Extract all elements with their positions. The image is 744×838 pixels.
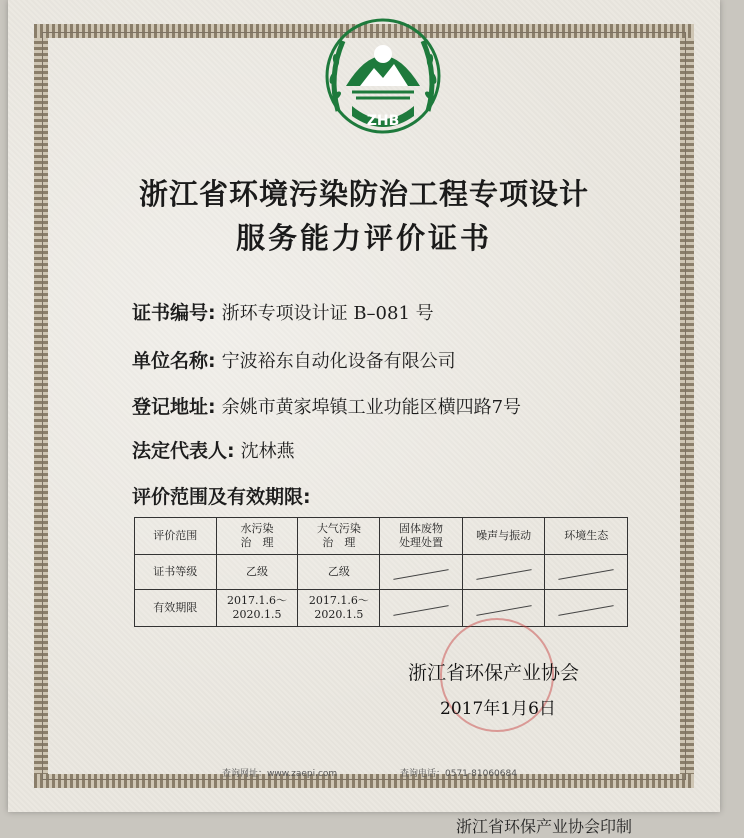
- zhb-emblem-icon: [308, 16, 458, 136]
- field-label: 单位名称:: [132, 350, 216, 372]
- field-value: 浙环专项设计证 B–081 号: [221, 303, 434, 324]
- scope-table: [134, 517, 628, 627]
- strike-line: [476, 569, 531, 580]
- strike-line: [559, 569, 614, 580]
- field-value: 沈林燕: [240, 441, 295, 462]
- field-legal-rep: [132, 436, 295, 463]
- table-row: [135, 518, 628, 555]
- field-value: 余姚市黄家埠镇工业功能区横四路7号: [221, 397, 522, 418]
- field-cert-number: [132, 298, 434, 325]
- empty-cell: [380, 590, 463, 627]
- field-company: [132, 346, 456, 373]
- table-cell: 乙级: [298, 555, 380, 590]
- table-cell: 有效期限: [135, 590, 217, 627]
- certificate-paper: [8, 0, 720, 812]
- field-label: 登记地址:: [132, 396, 216, 418]
- table-cell: 证书等级: [135, 555, 217, 590]
- issuer-name: 浙江省环保产业协会: [408, 662, 580, 684]
- logo-text: ZHB: [366, 113, 400, 129]
- table-cell: 乙级: [216, 555, 298, 590]
- strike-line: [559, 605, 614, 616]
- footer-phone: 查询电话：0571-81060684: [400, 769, 517, 779]
- table-row: [135, 555, 628, 590]
- table-cell: 大气污染 治 理: [298, 518, 380, 555]
- table-cell: 噪声与振动: [462, 518, 545, 555]
- strike-line: [393, 569, 448, 580]
- field-label: 法定代表人:: [132, 440, 235, 462]
- table-cell: 2017.1.6～ 2020.1.5: [298, 590, 380, 627]
- table-cell: 固体废物 处理处置: [380, 518, 463, 555]
- empty-cell: [380, 555, 463, 590]
- empty-cell: [545, 590, 628, 627]
- field-label: 证书编号:: [132, 302, 216, 324]
- scope-heading-label: 评价范围及有效期限:: [132, 486, 311, 508]
- empty-cell: [545, 555, 628, 590]
- scope-heading: [132, 482, 311, 509]
- footer-website: 查询网址：www.zaepi.com: [222, 769, 338, 779]
- table-cell: 水污染 治 理: [216, 518, 298, 555]
- table-cell: 环境生态: [545, 518, 628, 555]
- table-cell: 2017.1.6～ 2020.1.5: [216, 590, 298, 627]
- strike-line: [393, 605, 448, 616]
- table-cell: 评价范围: [135, 518, 217, 555]
- title-line-2: 服务能力评价证书: [235, 221, 492, 255]
- printer-note: 浙江省环保产业协会印制: [456, 817, 633, 836]
- strike-line: [476, 605, 531, 616]
- field-value: 宁波裕东自动化设备有限公司: [221, 351, 456, 372]
- title-line-1: 浙江省环境污染防治工程专项设计: [138, 177, 589, 211]
- table-row: [135, 590, 628, 627]
- issue-date: 2017年1月6日: [440, 699, 556, 719]
- field-address: [132, 392, 521, 419]
- empty-cell: [462, 555, 545, 590]
